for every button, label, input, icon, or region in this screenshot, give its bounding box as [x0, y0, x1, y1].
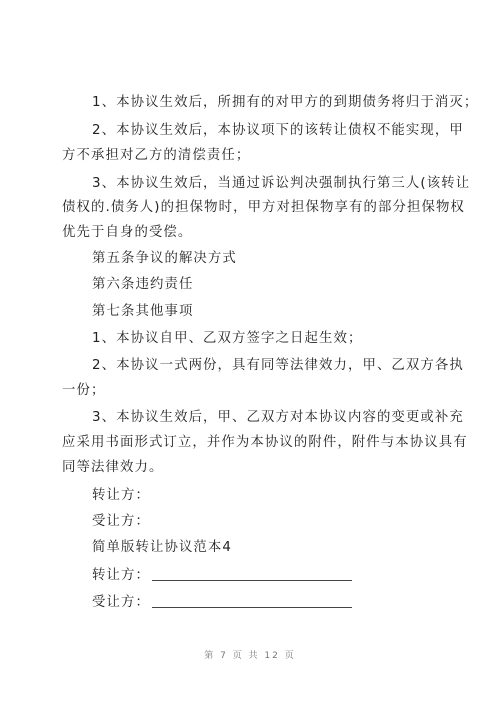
article-7-item-3-cont2: 同等法律效力。: [62, 460, 164, 475]
article-6-heading: 第六条违约责任: [92, 277, 194, 292]
page-footer: 第 7 页 共 12 页: [204, 651, 296, 661]
article-7-item-2-cont: 一份；: [62, 383, 106, 398]
transferee-label-2: 受让方：: [92, 595, 150, 610]
clause-2-text-cont: 方不承担对乙方的清偿责任；: [62, 148, 251, 163]
transferee-signature-row: [92, 593, 352, 612]
article-7-item-3: 3、本协议生效后，甲、乙双方对本协议内容的变更或补充: [92, 410, 464, 425]
article-7-item-1: 1、本协议自甲、乙双方签字之日起生效；: [92, 331, 363, 346]
clause-3-text-cont2: 优先于自身的受偿。: [62, 225, 193, 240]
article-7-item-2: 2、本协议一式两份，具有同等法律效力，甲、乙双方各执: [92, 358, 464, 373]
transferor-label: 转让方：: [92, 488, 150, 503]
article-7-heading: 第七条其他事项: [92, 304, 194, 319]
clause-3-text-cont: 债权的.债务人)的担保物时，甲方对担保物享有的部分担保物权: [62, 200, 465, 215]
transferor-signature-row: [92, 566, 352, 585]
article-5-heading: 第五条争议的解决方式: [92, 251, 237, 266]
transferor-blank-line: [152, 566, 352, 581]
transferee-blank-line: [152, 593, 352, 608]
transferee-label: 受让方：: [92, 514, 150, 529]
article-7-item-3-cont: 应采用书面形式订立，并作为本协议的附件，附件与本协议具有: [62, 435, 468, 450]
clause-2-text: 2、本协议生效后，本协议项下的该转让债权不能实现，甲: [92, 123, 464, 138]
template-4-title: 简单版转让协议范本4: [92, 540, 233, 555]
clause-3-text: 3、本协议生效后，当通过诉讼判决强制执行第三人(该转让: [92, 176, 471, 191]
clause-1-text: 1、本协议生效后，所拥有的对甲方的到期债务将归于消灭；: [92, 95, 479, 110]
transferor-label-2: 转让方：: [92, 568, 150, 583]
